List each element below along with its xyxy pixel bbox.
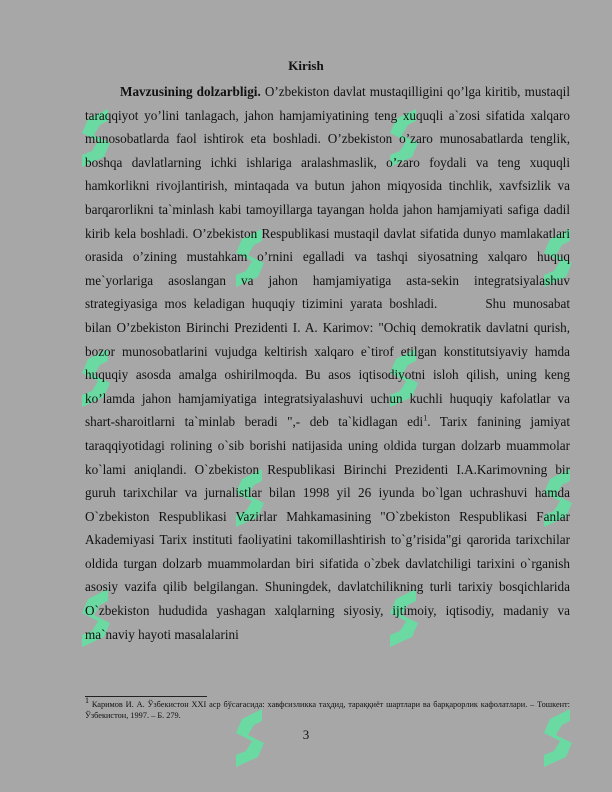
- footnote-mark: 1: [85, 696, 89, 706]
- paragraph-text-part1: O’zbekiston davlat mustaqilligini qo’lga kiritib, mustaqil taraqqiyot yo’lini tanlagach, jahon hamjamiyatining teng xuquqli a`zosi sifatida xalqaro munosobatlarda faol ishtirok eta boshladi. O’zbekiston o’zaro munosabatlarda tenglik, boshqa davlatlarning ichki ishlariga aralashmaslik, o’zaro foydali va teng xuquqli hamkorlikni rivojlantirish, mintaqada va butun jahon miqyosida tinchlik, xavfsizlik va barqarorlikni ta`minlash kabi tamoyillarga tayangan holda jahon hamjamiyati safiga dadil kirib kela boshladi. O’zbekiston Respublikasi mustaqil davlat sifatida dunyo mamlakatlari orasida o’zining mustahkam o’rnini egalladi va tashqi siyosatning xalqaro huquq me`yorlariga asoslangan va jahon hamjamiyatiga asta-sekin integratsiyalashuv strategiyasiga mos keladigan huquqiy tizimini yarata boshladi.: [85, 84, 570, 312]
- page-title: Kirish: [288, 58, 324, 73]
- page-number: 3: [302, 727, 310, 742]
- paragraph-text-part3: . Tarix fanining jamiyat taraqqiyotidagi rolining o`sib borishi natijasida uning oldida turgan dolzarb muammolar ko`lami aniqlandi. O`zbekiston Respublikasi Birinchi Prezidenti I.A.Karimovning bir guruh tarixchilar va jurnalistlar bilan 1998 yil 26 iyunda bo`lgan uchrashuvi hamda O`zbekiston Respublikasi Vazirlar Mahkamasining "O`zbekiston Respublikasi Fanlar Akademiyasi Tarix instituti faoliyatini takomillashtirish to`g’risida"gi qarorida tarixchilar oldida turgan dolzarb muammolardan biri sifatida o`zbek davlatchiligi tarixini o`rganish asosiy vazifa qilib belgilangan. Shuningdek, davlatchilikning turli tarixiy bosqichlarida O`zbekiston hududida yashagan xalqlarning siyosiy, ijtimoiy, iqtisodiy, madaniy va ma`naviy hayoti masalalarini: [85, 414, 570, 642]
- footnote-divider: [85, 696, 207, 697]
- footnote-reference[interactable]: 1: [423, 413, 428, 423]
- footnote: [85, 696, 570, 721]
- paragraph-text-part2: Shu munosabat bilan O’zbekiston Birinchi Prezidenti I. A. Karimov: "Ochiq demokratik davlatni qurish, bozor munosobatlarini vujudga keltirish xalqaro e`tirof etilgan konstitutsiyaviy hamda huquqiy asosda amalga oshirilmoqda. Bu asos iqtisodiyotni isloh qilish, uning keng ko’lamda jahon hamjamiyatiga integratsiyalashuvi uchun kuchli huquqiy kafolatlar va shart-sharoitlarni ta`minlab beradi ",- deb ta`kidlagan edi: [85, 296, 570, 430]
- body-paragraph: [85, 80, 570, 646]
- footnote-text: Каримов И. А. Ўзбекистон XXI аср бўсағасида: хавфсизликка таҳдид, тараққиёт шартлари ва барқарорлик кафолатлари. – Тошкент: Ўзбекистон, 1997. – Б. 279.: [85, 700, 570, 720]
- lead-bold-text: Mavzusining dolzarbligi.: [120, 84, 261, 99]
